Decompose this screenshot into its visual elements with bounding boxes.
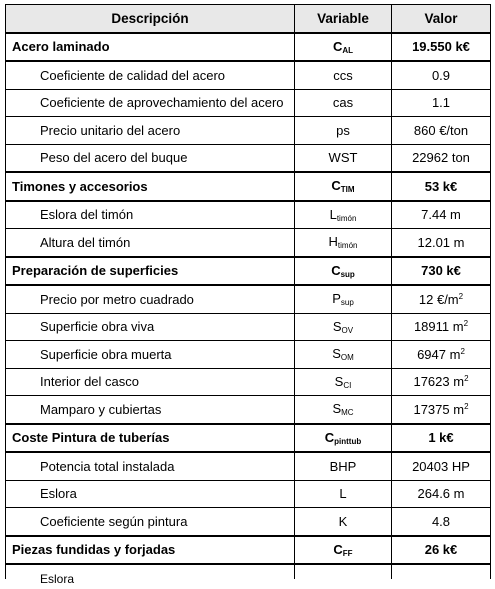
value-superscript: 2: [463, 319, 469, 329]
variable-cell: [295, 341, 392, 369]
variable-cell: [295, 33, 392, 62]
description-cell: [6, 564, 295, 586]
value-text: 26 k€: [424, 542, 458, 558]
variable-symbol: cas: [332, 95, 354, 111]
variable-symbol: L: [339, 486, 347, 502]
table-row: [6, 61, 491, 89]
variable-symbol: ccs: [333, 67, 353, 83]
value-cell: [392, 452, 491, 480]
value-cell: [392, 33, 491, 62]
variable-symbol: C: [333, 541, 343, 557]
table-row: [6, 285, 491, 313]
value-text: 7.44 m: [421, 207, 461, 223]
table-row: [6, 313, 491, 341]
variable-cell: [295, 117, 392, 145]
variable-subscript: timón: [336, 213, 357, 223]
description-cell: Potencia total instalada: [6, 452, 295, 480]
value-superscript: 2: [460, 346, 465, 356]
variable-cell: [295, 285, 392, 313]
variable-cell: [295, 172, 392, 201]
section-row: [6, 424, 491, 453]
variable-subscript: AL: [342, 45, 354, 55]
variable-cell: [295, 508, 392, 536]
value-cell: [392, 201, 491, 229]
section-row: [6, 33, 491, 62]
table-row: [6, 341, 491, 369]
variable-cell: [295, 229, 392, 257]
value-text: 53 k€: [424, 178, 458, 194]
variable-symbol: S: [332, 401, 342, 417]
value-text: 12 €/m: [418, 291, 459, 307]
value-cell: [392, 229, 491, 257]
variable-symbol: WST: [328, 150, 358, 166]
description-cell: Altura del timón: [6, 229, 295, 257]
description-cell: Precio por metro cuadrado: [6, 285, 295, 313]
header-value: Valor: [392, 5, 491, 33]
description-cell: Superficie obra viva: [6, 313, 295, 341]
value-cell: [392, 285, 491, 313]
variable-subscript: FF: [342, 548, 353, 558]
description-cell: Precio unitario del acero: [6, 117, 295, 145]
section-row: [6, 536, 491, 565]
variable-subscript: OM: [340, 353, 354, 363]
cost-table: [5, 4, 491, 586]
variable-cell: [295, 368, 392, 396]
value-cell: [392, 368, 491, 396]
variable-symbol: ps: [336, 122, 350, 138]
variable-symbol: H: [328, 234, 338, 250]
value-text: 860 €/ton: [413, 122, 469, 138]
value-text: 1 k€: [428, 430, 454, 446]
variable-cell: [295, 61, 392, 89]
value-text: 19.550 k€: [412, 39, 470, 55]
section-row: [6, 172, 491, 201]
description-cell: Mamparo y cubiertas: [6, 396, 295, 424]
variable-cell: [295, 424, 392, 453]
variable-subscript: TIM: [340, 185, 355, 195]
header-row: [6, 5, 491, 33]
value-cell: [392, 257, 491, 286]
header-description: Descripción: [6, 5, 295, 33]
table-row: [6, 144, 491, 172]
value-cell: [392, 172, 491, 201]
variable-cell: [295, 536, 392, 565]
variable-cell: [295, 313, 392, 341]
variable-cell: [295, 564, 392, 579]
description-cell: Coste Pintura de tuberías: [6, 424, 295, 453]
value-cell: [392, 117, 491, 145]
variable-subscript: timón: [337, 241, 358, 251]
value-text: 20403 HP: [412, 458, 470, 474]
value-text: 17375 m: [413, 401, 465, 417]
table-row: [6, 89, 491, 117]
table-row: [6, 508, 491, 536]
table-row: [6, 117, 491, 145]
value-text: 730 k€: [421, 263, 461, 279]
variable-cell: [295, 480, 392, 508]
value-text: 6947 m: [417, 346, 461, 362]
header-variable: Variable: [295, 5, 392, 33]
value-text: 4.8: [431, 513, 451, 529]
value-text: 0.9: [431, 67, 451, 83]
value-cell: [392, 313, 491, 341]
table-row: [6, 480, 491, 508]
value-cell: [392, 144, 491, 172]
value-text: 17623 m: [413, 374, 465, 390]
description-cell: Acero laminado: [6, 33, 295, 62]
value-cell: [392, 480, 491, 508]
value-text: 12.01 m: [417, 234, 465, 250]
value-cell: [392, 61, 491, 89]
value-superscript: 2: [464, 401, 469, 411]
value-text: 22962 ton: [412, 150, 470, 166]
variable-symbol: K: [338, 513, 348, 529]
table-row: [6, 229, 491, 257]
description-cell: Preparación de superficies: [6, 257, 295, 286]
value-cell: [392, 396, 491, 424]
variable-cell: [295, 452, 392, 480]
variable-subscript: sup: [340, 269, 355, 279]
table-row: [6, 201, 491, 229]
variable-cell: [295, 257, 392, 286]
variable-symbol: S: [332, 346, 341, 362]
variable-cell: [295, 201, 392, 229]
description-cell: Peso del acero del buque: [6, 144, 295, 172]
section-row: [6, 257, 491, 286]
variable-symbol: BHP: [329, 458, 357, 474]
value-cell: [392, 508, 491, 536]
variable-symbol: C: [324, 429, 335, 445]
table-row: [6, 396, 491, 424]
description-cell: Coeficiente de calidad del acero: [6, 61, 295, 89]
table-row: [6, 452, 491, 480]
value-cell: [392, 424, 491, 453]
value-cell: [392, 564, 491, 579]
variable-subscript: MC: [341, 408, 354, 418]
description-cell: Eslora del timón: [6, 201, 295, 229]
truncated-text: Eslora: [40, 572, 75, 586]
description-cell: Superficie obra muerta: [6, 341, 295, 369]
description-cell: Eslora: [6, 480, 295, 508]
table-body: [6, 33, 491, 586]
value-text: 264.6 m: [417, 486, 465, 502]
value-superscript: 2: [464, 374, 469, 384]
description-cell: Interior del casco: [6, 368, 295, 396]
value-cell: [392, 89, 491, 117]
description-cell: Coeficiente de aprovechamiento del acero: [6, 89, 295, 117]
value-cell: [392, 536, 491, 565]
value-text: 18911 m: [413, 319, 464, 335]
variable-subscript: OV: [341, 325, 354, 335]
description-cell: Timones y accesorios: [6, 172, 295, 201]
value-text: 1.1: [431, 95, 451, 111]
table-row: [6, 368, 491, 396]
variable-subscript: pinttub: [334, 436, 362, 446]
variable-subscript: sup: [340, 298, 354, 308]
variable-cell: [295, 144, 392, 172]
description-cell: Coeficiente según pintura: [6, 508, 295, 536]
variable-cell: [295, 89, 392, 117]
variable-symbol: P: [332, 291, 341, 307]
variable-subscript: CI: [343, 380, 352, 390]
variable-cell: [295, 396, 392, 424]
variable-symbol: C: [331, 262, 341, 278]
variable-symbol: C: [332, 38, 343, 54]
value-cell: [392, 341, 491, 369]
variable-symbol: S: [332, 318, 342, 334]
variable-symbol: S: [334, 373, 344, 389]
description-cell: Piezas fundidas y forjadas: [6, 536, 295, 565]
truncated-row: [6, 564, 491, 579]
variable-symbol: L: [329, 206, 337, 222]
value-superscript: 2: [458, 291, 464, 301]
variable-symbol: C: [331, 178, 341, 194]
